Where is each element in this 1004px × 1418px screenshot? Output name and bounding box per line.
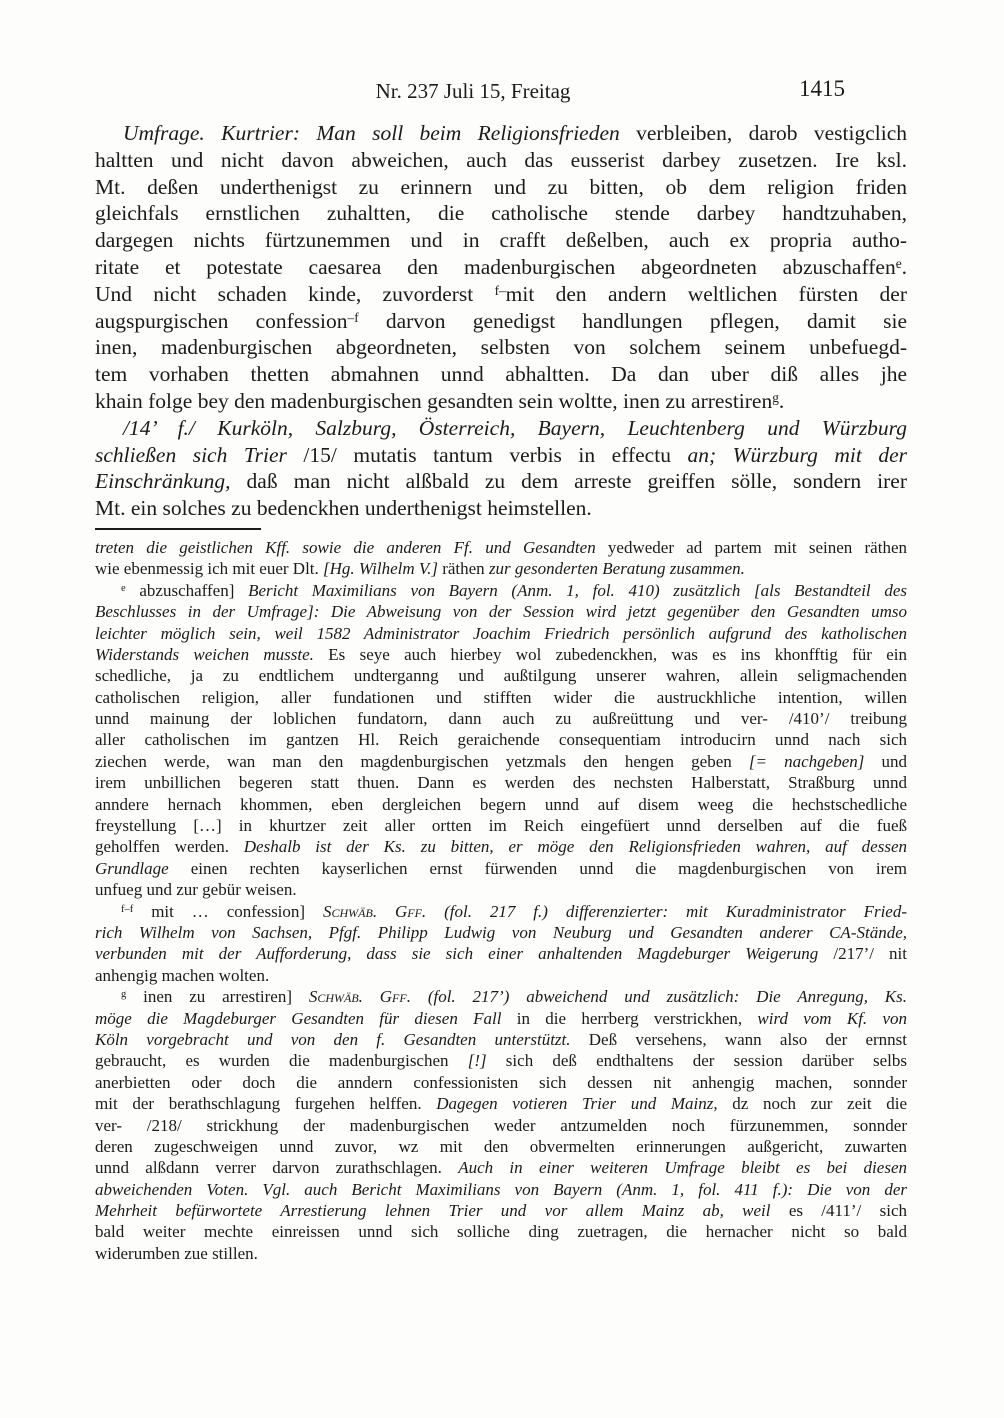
- text-segment: [!]: [467, 1051, 487, 1071]
- text-line: [95, 901, 907, 922]
- text-line: [95, 1243, 907, 1264]
- apparatus-superscript: f–: [494, 282, 506, 298]
- text-segment: verbleiben, darob vestigclich: [619, 121, 907, 145]
- text-segment: [Hg. Wilhelm V.]: [323, 559, 438, 579]
- text-segment: mit der berathschlagung furgehen helffen.: [95, 1094, 437, 1114]
- text-line: [95, 147, 907, 174]
- text-segment: Mt. ein solches zu bedenckhen underthenigst heimstellen.: [95, 496, 592, 521]
- text-segment: in die herrberg verstrickhen,: [501, 1008, 758, 1028]
- text-line: [95, 537, 907, 558]
- text-line: [95, 120, 907, 147]
- text-segment: schließen sich Trier: [95, 442, 287, 467]
- text-segment: Es seye auch hierbey wol zubedenckhen, was es ins khonfftig für ein: [313, 644, 907, 664]
- text-segment: augspurgischen confession: [95, 308, 348, 333]
- text-segment: yedweder ad partem mit seinen räthen: [595, 537, 907, 557]
- text-segment: khain folge bey den madenburgischen gesandten sein woltte, inen zu arrestiren: [95, 388, 773, 413]
- text-segment: wie ebenmessig ich mit euer Dlt.: [95, 559, 324, 579]
- text-line: [95, 361, 907, 388]
- main-paragraph: [95, 415, 907, 522]
- text-line: [95, 836, 907, 857]
- text-line: [95, 687, 907, 708]
- main-paragraph: [95, 120, 907, 415]
- text-segment: sich deß endthaltens der session darüber selbs: [486, 1051, 907, 1071]
- text-segment: (fol. 217’) abweichend und zusätzlich: Die Anregung, Ks.: [410, 987, 907, 1007]
- apparatus-superscript: –f: [347, 309, 359, 325]
- text-segment: widerumben zue stillen.: [95, 1243, 258, 1263]
- text-segment: Grundlage: [95, 858, 169, 878]
- text-segment: dz noch zur zeit die: [717, 1094, 907, 1114]
- text-segment: catholischen religion, aller fundationen und stifften wider die austruckhliche intention, willen: [95, 687, 907, 707]
- text-line: [95, 1157, 907, 1178]
- text-line: [95, 1072, 907, 1093]
- text-line: [95, 644, 907, 665]
- text-segment: bald weiter mechte einreissen unnd sich solliche ding zuetragen, die hernacher nicht so bald: [95, 1222, 907, 1242]
- text-segment: ritate et potestate caesarea den madenburgischen abgeordneten abzuschaffen: [95, 254, 896, 279]
- text-line: [95, 601, 907, 622]
- footnote-separator: [95, 528, 261, 530]
- text-segment: irem unbillichen begeren statt thuen. Dann es werden des nechsten Halberstatt, Straßburg unnd: [95, 773, 907, 793]
- text-line: [95, 1221, 907, 1242]
- text-segment: anndere hernach khommen, eben dergleichen begern unnd auf disem weeg die hechstschedliche: [95, 794, 907, 814]
- text-segment: Schwäb. Gff.: [308, 987, 411, 1007]
- text-segment: ver- /218/ strickhung der madenburgischen weder antzumelden noch fürzunemmen, sonnder: [95, 1115, 907, 1135]
- text-segment: Beschlusses in der Umfrage]: Die Abweisung von der Session wird jetzt gegenüber den Gesandten umso: [95, 602, 907, 622]
- text-segment: Deß versehens, wann also der ernnst: [570, 1029, 907, 1049]
- text-line: [95, 334, 907, 361]
- text-segment: abzuschaffen]: [125, 580, 249, 600]
- text-line: [95, 943, 907, 964]
- text-segment: schedliche, ja zu endtlichem undterganng und außtilgung unserer wahren, allein seligmachenden: [95, 666, 907, 686]
- text-line: [95, 986, 907, 1007]
- text-segment: anerbietten oder doch die anndern confessionisten sich dessen nit anhengig machen, sonnder: [95, 1072, 907, 1092]
- text-segment: verbunden mit der Aufforderung, dass sie sich einer anhaltenden Magdeburger Weigerung: [95, 944, 819, 964]
- text-segment: Deshalb ist der Ks. zu bitten, er möge den Religionsfrieden wahren, auf dessen: [243, 837, 907, 857]
- text-line: [95, 227, 907, 254]
- text-line: [95, 965, 907, 986]
- text-line: [95, 442, 907, 469]
- text-line: [95, 281, 907, 308]
- text-line: [95, 815, 907, 836]
- text-segment: und: [864, 751, 907, 771]
- text-segment: /15/ mutatis tantum verbis in effectu: [286, 442, 688, 467]
- apparatus-superscript: g: [121, 989, 127, 1001]
- text-segment: Mt. deßen underthenigst zu erinnern und zu bitten, ob dem religion friden: [95, 174, 907, 199]
- text-line: [95, 751, 907, 772]
- text-segment: haltten und nicht davon abweichen, auch das eusserist darbey zusetzen. Ire ksl.: [95, 147, 907, 172]
- text-line: [95, 254, 907, 281]
- text-segment: an; Würzburg mit der: [687, 442, 907, 467]
- text-line: [95, 495, 907, 522]
- text-segment: .: [778, 388, 785, 413]
- text-segment: Mehrheit befürwortete Arrestierung lehnen Trier und vor allem Mainz ab, weil: [95, 1201, 771, 1221]
- text-line: [95, 200, 907, 227]
- text-line: [95, 1050, 907, 1071]
- text-segment: abweichenden Voten. Vgl. auch Bericht Maximilians von Bayern (Anm. 1, fol. 411 f.): Die von der: [95, 1179, 907, 1199]
- text-segment: räthen: [437, 559, 489, 579]
- text-segment: Dagegen votieren Trier und Mainz,: [436, 1094, 718, 1114]
- footnote-paragraph: [95, 986, 907, 1264]
- text-segment: darvon genedigst handlungen pflegen, damit sie: [358, 308, 907, 333]
- text-segment: mit den andern weltlichen fürsten der: [505, 281, 907, 306]
- text-segment: [= nachgeben]: [748, 751, 865, 771]
- text-segment: /217’/ nit: [818, 944, 907, 964]
- footnote-paragraph: [95, 901, 907, 987]
- text-segment: /14’ f./ Kurköln, Salzburg, Österreich, Bayern, Leuchtenberg und Würzburg: [123, 415, 907, 440]
- text-segment: ziechen werde, wan man den magdenburgischen yetzmals den hengen geben: [95, 751, 749, 771]
- text-segment: (fol. 217 f.) differenzierter: mit Kuradministrator Fried-: [426, 901, 907, 921]
- text-segment: anhengig machen wolten.: [95, 965, 270, 985]
- text-line: [95, 772, 907, 793]
- footnote-paragraph: [95, 580, 907, 901]
- text-segment: inen zu arrestiren]: [126, 987, 309, 1007]
- text-segment: mit … confession]: [133, 901, 323, 921]
- text-line: [95, 468, 907, 495]
- apparatus-superscript: f–f: [121, 903, 134, 915]
- text-line: [95, 794, 907, 815]
- apparatus-superscript: e: [895, 256, 902, 271]
- text-line: [95, 580, 907, 601]
- running-head: Nr. 237 Juli 15, Freitag: [375, 79, 571, 103]
- text-segment: daß man nicht alßbald zu dem arreste greiffen sölle, sondern irer: [230, 469, 907, 494]
- text-line: [95, 708, 907, 729]
- text-line: [95, 729, 907, 750]
- text-line: [95, 308, 907, 335]
- text-line: [95, 388, 907, 415]
- page-header: [95, 78, 907, 104]
- text-segment: inen, madenburgischen abgeordneten, selbsten von solchem seinem unbefuegd-: [95, 335, 907, 360]
- text-segment: geholffen werden.: [95, 837, 244, 857]
- apparatus-superscript: e: [121, 583, 126, 594]
- text-segment: es /411’/ sich: [770, 1201, 907, 1221]
- text-segment: rich Wilhelm von Sachsen, Pfgf. Philipp Ludwig von Neuburg und Gesandten anderer CA-Stände,: [95, 922, 907, 942]
- text-segment: Bericht Maximilians von Bayern (Anm. 1, fol. 410) zusätzlich [als Bestandteil des: [248, 580, 907, 600]
- text-segment: aller catholischen im gantzen Hl. Reich geraichende consequentiam introducirn unnd nach sich: [95, 730, 907, 750]
- text-line: [95, 1093, 907, 1114]
- footnote-paragraph: [95, 537, 907, 580]
- text-line: [95, 1115, 907, 1136]
- text-segment: möge die Magdeburger Gesandten für diesen Fall: [95, 1008, 502, 1028]
- text-segment: zur gesonderten Beratung zusammen.: [488, 559, 745, 579]
- text-segment: deren zugeschweigen unnd zuvor, wz mit den obvermelten erinnerungen außgericht, zuwarten: [95, 1136, 907, 1156]
- text-segment: Widerstands weichen musste.: [95, 644, 314, 664]
- text-line: [95, 1029, 907, 1050]
- text-segment: unnd alßdann verrer darvon zurathschlagen.: [95, 1158, 459, 1178]
- text-segment: Umfrage. Kurtrier: Man soll beim Religionsfrieden: [123, 121, 620, 145]
- text-line: [95, 1200, 907, 1221]
- text-segment: Auch in einer weiteren Umfrage bleibt es bei diesen: [458, 1158, 907, 1178]
- text-line: [95, 1179, 907, 1200]
- text-segment: Schwäb. Gff.: [323, 901, 427, 921]
- text-segment: Köln vorgebracht und von den f. Gesandten unterstützt.: [95, 1029, 571, 1049]
- text-segment: treten die geistlichen Kff. sowie die anderen Ff. und Gesandten: [95, 537, 596, 557]
- apparatus-superscript: g: [772, 389, 779, 405]
- text-segment: Und nicht schaden kinde, zuvorderst: [95, 281, 495, 306]
- text-segment: Einschränkung,: [95, 469, 231, 494]
- text-line: [95, 1008, 907, 1029]
- text-segment: tem vorhaben thetten abmahnen unnd abhaltten. Da dan uber diß alles jhe: [95, 362, 907, 387]
- text-segment: unnd mainung der loblichen fundatorn, dann auch zu außreüttung und ver- /410’/ treibung: [95, 709, 907, 729]
- text-line: [95, 665, 907, 686]
- text-segment: einen rechten kayserlichen ernst fürwenden unnd die magdenburgischen von irem: [168, 858, 907, 878]
- text-segment: dargegen nichts fürtzunemmen und in crafft deßelben, auch ex propria autho-: [95, 228, 907, 253]
- text-segment: gebraucht, es wurden die madenburgischen: [95, 1051, 468, 1071]
- text-segment: gleichfals ernstlichen zuhaltten, die catholische stende darbey handtzuhaben,: [95, 201, 907, 226]
- text-line: [95, 415, 907, 442]
- text-line: [95, 858, 907, 879]
- page-number: 1415: [799, 76, 845, 101]
- text-line: [95, 174, 907, 201]
- text-segment: leichter möglich sein, weil 1582 Administrator Joachim Friedrich persönlich aufgrund des katholischen: [95, 623, 907, 643]
- footnotes-section: [95, 537, 907, 1264]
- text-line: [95, 879, 907, 900]
- text-line: [95, 922, 907, 943]
- text-segment: wird vom Kf. von: [757, 1008, 907, 1028]
- text-line: [95, 623, 907, 644]
- text-line: [95, 558, 907, 579]
- text-line: [95, 1136, 907, 1157]
- text-segment: unfueg und zur gebür weisen.: [95, 880, 297, 900]
- text-segment: .: [901, 254, 907, 279]
- text-segment: freystellung […] in khurtzer zeit aller ortten im Reich eingefüert unnd derselben auf die fueß: [95, 816, 907, 836]
- main-text: [95, 120, 907, 522]
